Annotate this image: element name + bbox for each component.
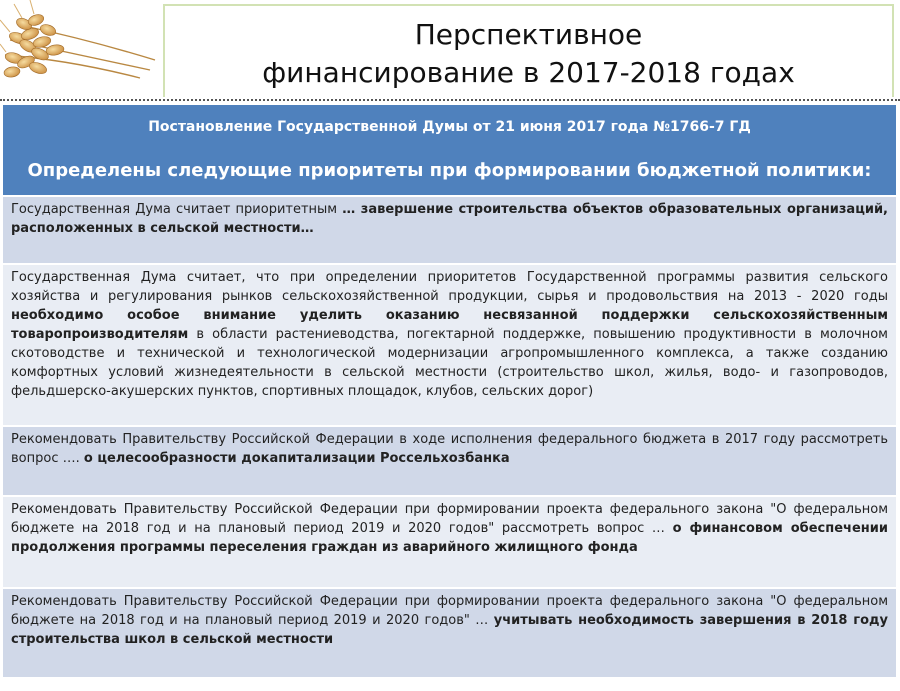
row-text: Рекомендовать Правительству Российской Федерации в ходе исполнения федерального бюджета в 2017 году рассмотреть вопрос …. xyxy=(11,432,888,466)
table-row xyxy=(3,425,896,495)
table-row xyxy=(3,195,896,263)
wheat-icon xyxy=(0,0,160,100)
row-bold-text: … завершение строительства объектов образовательных организаций, расположенных в сельской местности… xyxy=(11,202,888,236)
title-line-1: Перспективное xyxy=(414,18,643,51)
resolution-title: Постановление Государственной Думы от 21 июня 2017 года №1766-7 ГД xyxy=(148,119,751,135)
row-bold-text: учитывать необходимость завершения в 2018 году строительства школ в сельской местности xyxy=(11,613,888,647)
row-text: Рекомендовать Правительству Российской Федерации при формировании проекта федерального закона "О федеральном бюджете на 2018 год и на плановый период 2019 и 2020 годов" рассмотреть вопрос … xyxy=(11,502,888,536)
row-text: Государственная Дума считает приоритетным xyxy=(11,202,343,217)
title-line-2: финансирование в 2017-2018 годах xyxy=(262,56,795,89)
table-row xyxy=(3,495,896,587)
title-box xyxy=(163,4,894,97)
table-header xyxy=(3,105,896,195)
table-row xyxy=(3,263,896,425)
row-text: Государственная Дума считает, что при определении приоритетов Государственной программы развития сельского хозяйства и регулирования рынков сельскохозяйственной продукции, сырья и продовольствия на 2013 - 2020 годы xyxy=(11,270,888,304)
dotted-divider xyxy=(0,99,900,101)
priorities-heading: Определены следующие приоритеты при формировании бюджетной политики: xyxy=(27,160,872,181)
row-text-continued: в области растениеводства, погектарной поддержке, повышению продуктивности в молочном скотоводстве и технической и технологической модернизации агропромышленного комплекса, а также созданию комфортных условий жизнедеятельности в сельской местности (строительство школ, жилья, водо- и газопроводов, фельдшерско-акушерских пунктов, спортивных площадок, клубов, сельских дорог) xyxy=(11,327,888,399)
row-bold-text: о финансовом обеспечении продолжения программы переселения граждан из аварийного жилищного фонда xyxy=(11,521,888,555)
table-row xyxy=(3,587,896,677)
row-bold-text: о целесообразности докапитализации Россельхозбанка xyxy=(83,451,510,466)
priorities-table xyxy=(3,105,896,677)
row-bold-text: необходимо особое внимание уделить оказанию несвязанной поддержки сельскохозяйственным товаропроизводителям xyxy=(11,308,888,342)
page-title xyxy=(165,6,892,92)
row-text: Рекомендовать Правительству Российской Федерации при формировании проекта федерального закона "О федеральном бюджете на 2018 год и на плановый период 2019 и 2020 годов" … xyxy=(11,594,888,628)
